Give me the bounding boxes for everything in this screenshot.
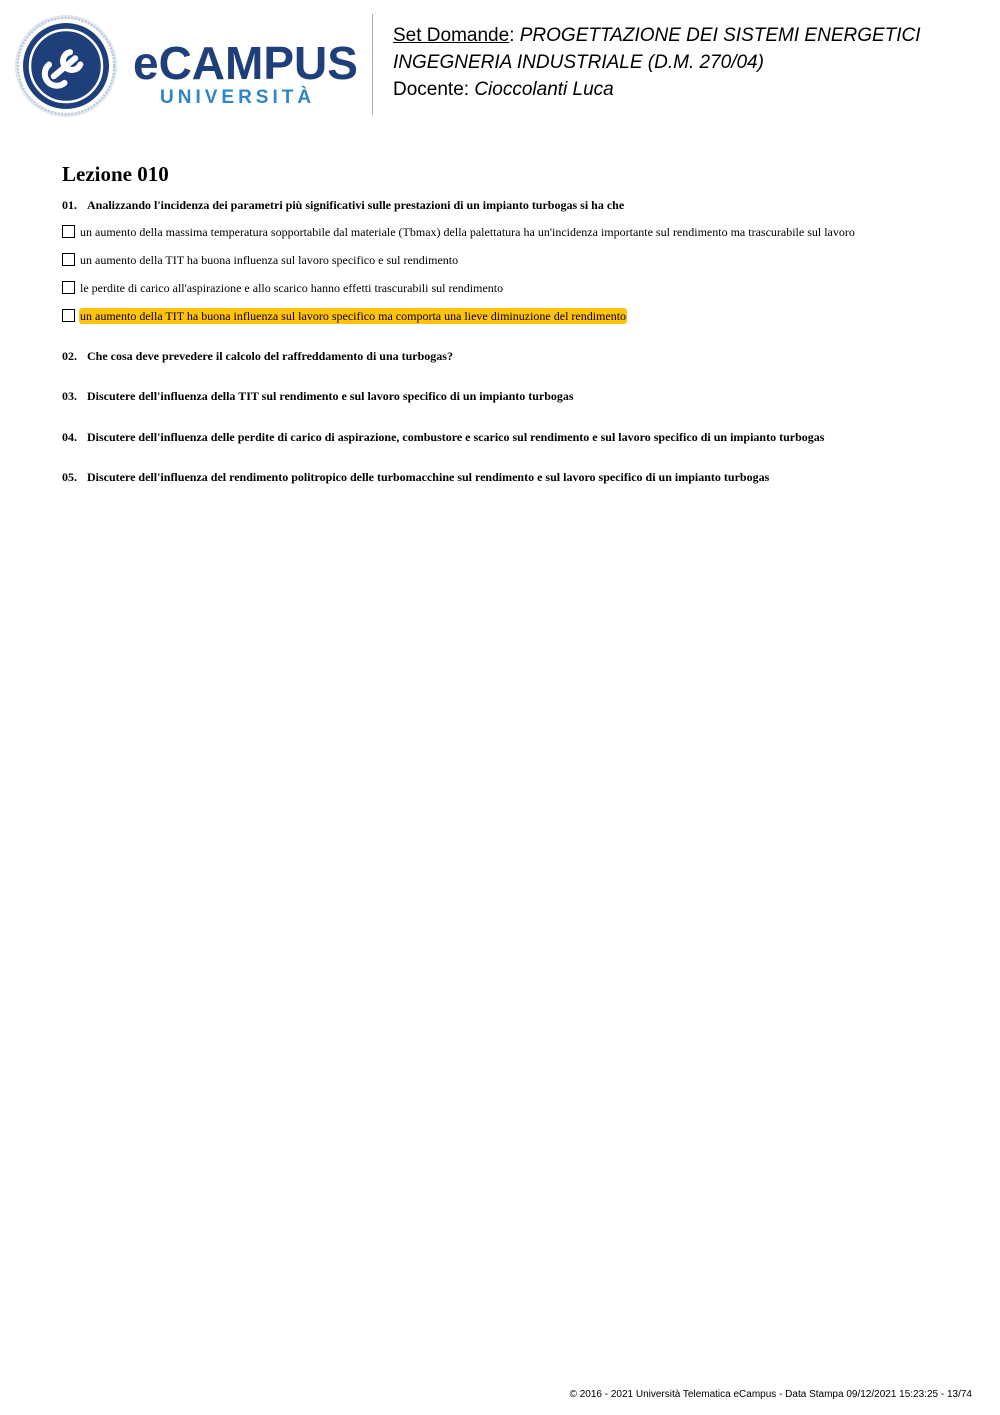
set-label: Set Domande [393,25,510,46]
teacher-name: Cioccolanti Luca [474,79,614,100]
answer-checkbox[interactable] [62,225,75,238]
question-04 [62,429,824,445]
question-number: 03. [62,389,77,403]
degree-title: INGEGNERIA INDUSTRIALE (D.M. 270/04) [393,52,764,73]
answer-checkbox[interactable] [62,281,75,294]
question-number: 05. [62,470,77,484]
answer-option-label: un aumento della TIT ha buona influenza sul lavoro specifico e sul rendimento [80,253,459,267]
question-02 [62,348,453,364]
question-text: Discutere dell'influenza del rendimento politropico delle turbomacchine sul rendimento e sul lavoro specifico di un impianto turbogas [87,470,770,484]
question-text: Discutere dell'influenza delle perdite di carico di aspirazione, combustore e scarico sul rendimento e sul lavoro specifico di un impianto turbogas [87,430,825,444]
answer-checkbox[interactable] [62,253,75,266]
question-number: 01. [62,198,77,212]
header-line-teacher [393,76,921,103]
lesson-title: Lezione 010 [62,162,169,186]
course-title: PROGETTAZIONE DEI SISTEMI ENERGETICI [519,25,921,46]
page-footer: © 2016 - 2021 Università Telematica eCampus - Data Stampa 09/12/2021 15:23:25 - 13/74 [569,1389,972,1400]
answer-option-label: un aumento della TIT ha buona influenza sul lavoro specifico ma comporta una lieve diminuzione del rendimento [80,309,627,323]
question-number: 02. [62,349,77,363]
document-header [393,22,921,103]
ecampus-wordmark-subtitle: UNIVERSITÀ [160,87,316,108]
question-text: Che cosa deve prevedere il calcolo del raffreddamento di una turbogas? [87,349,453,363]
ecampus-wordmark: eCAMPUS [133,37,358,89]
ecampus-seal-logo-icon [14,14,118,118]
question-text: Discutere dell'influenza della TIT sul rendimento e sul lavoro specifico di un impianto turbogas [87,389,574,403]
teacher-label: Docente: [393,79,470,100]
set-separator: : [509,25,515,46]
question-text: Analizzando l'incidenza dei parametri più significativi sulle prestazioni di un impianto turbogas si ha che [87,198,625,212]
answer-checkbox[interactable] [62,309,75,322]
header-line-set [393,22,921,49]
question-05 [62,469,769,485]
question-03 [62,388,574,404]
answer-option-label: un aumento della massima temperatura sopportabile dal materiale (Tbmax) della palettatura ha un'incidenza importante sul rendimento ma trascurabile sul lavoro [80,225,855,239]
answer-option-label: le perdite di carico all'aspirazione e allo scarico hanno effetti trascurabili sul rendimento [80,281,504,295]
question-01 [62,197,624,213]
question-number: 04. [62,430,77,444]
header-divider [372,14,373,115]
